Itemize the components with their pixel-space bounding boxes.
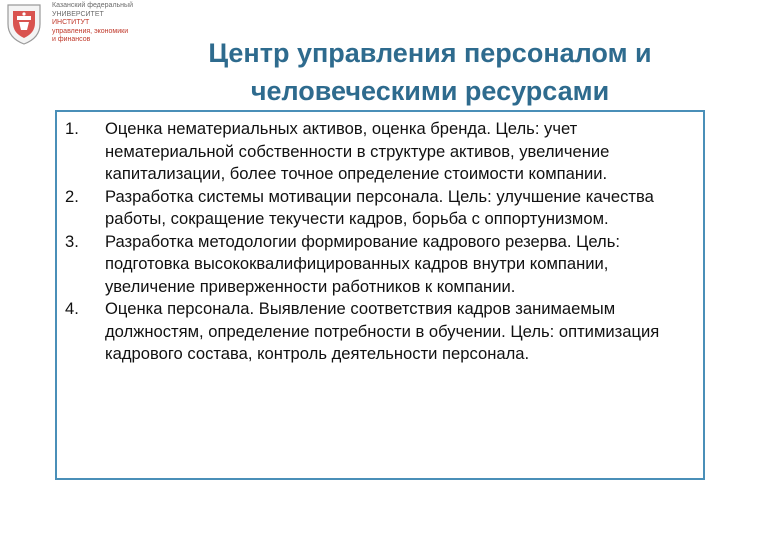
slide-title [150,34,710,110]
logo-text [52,2,152,45]
university-crest-icon [4,2,44,46]
list-item [65,118,695,186]
logo-line: ИНСТИТУТ [52,19,90,26]
content-box [55,110,705,480]
list-item [65,186,695,231]
list-item [65,231,695,299]
list-item [65,298,695,366]
logo-line: и финансов [52,36,91,43]
list-item-number: 3. [65,231,79,251]
logo-line: управления, экономики [52,27,129,35]
logo-line: Казанский федеральный [52,2,133,9]
list-item-number: 1. [65,119,79,138]
title-line-1: Центр управления персоналом и [208,38,652,68]
list-item-text: Оценка персонала. Выявление соответствия кадров занимаемым должностям, определение потребности в обучении. Цель: оптимизация кадрового состава, контроль деятельности персонала. [105,299,660,363]
list-item-text: Разработка системы мотивации персонала. Цель: улучшение качества работы, сокращение текучести кадров, борьба с оппортунизмом. [105,186,654,228]
title-line-2: человеческими ресурсами [250,76,610,106]
list-item-number: 2. [65,186,79,206]
list-item-text: Оценка нематериальных активов, оценка бренда. Цель: учет нематериальной собственности в структуре активов, увеличение капитализации, более точное определение стоимости компании. [105,119,610,183]
numbered-list [65,118,695,366]
logo-line: УНИВЕРСИТЕТ [52,10,104,18]
university-logo [4,2,154,48]
list-item-text: Разработка методологии формирование кадрового резерва. Цель: подготовка высококвалифицированных кадров внутри компании, увеличение приверженности работников к компании. [105,231,620,296]
list-item-number: 4. [65,299,79,318]
